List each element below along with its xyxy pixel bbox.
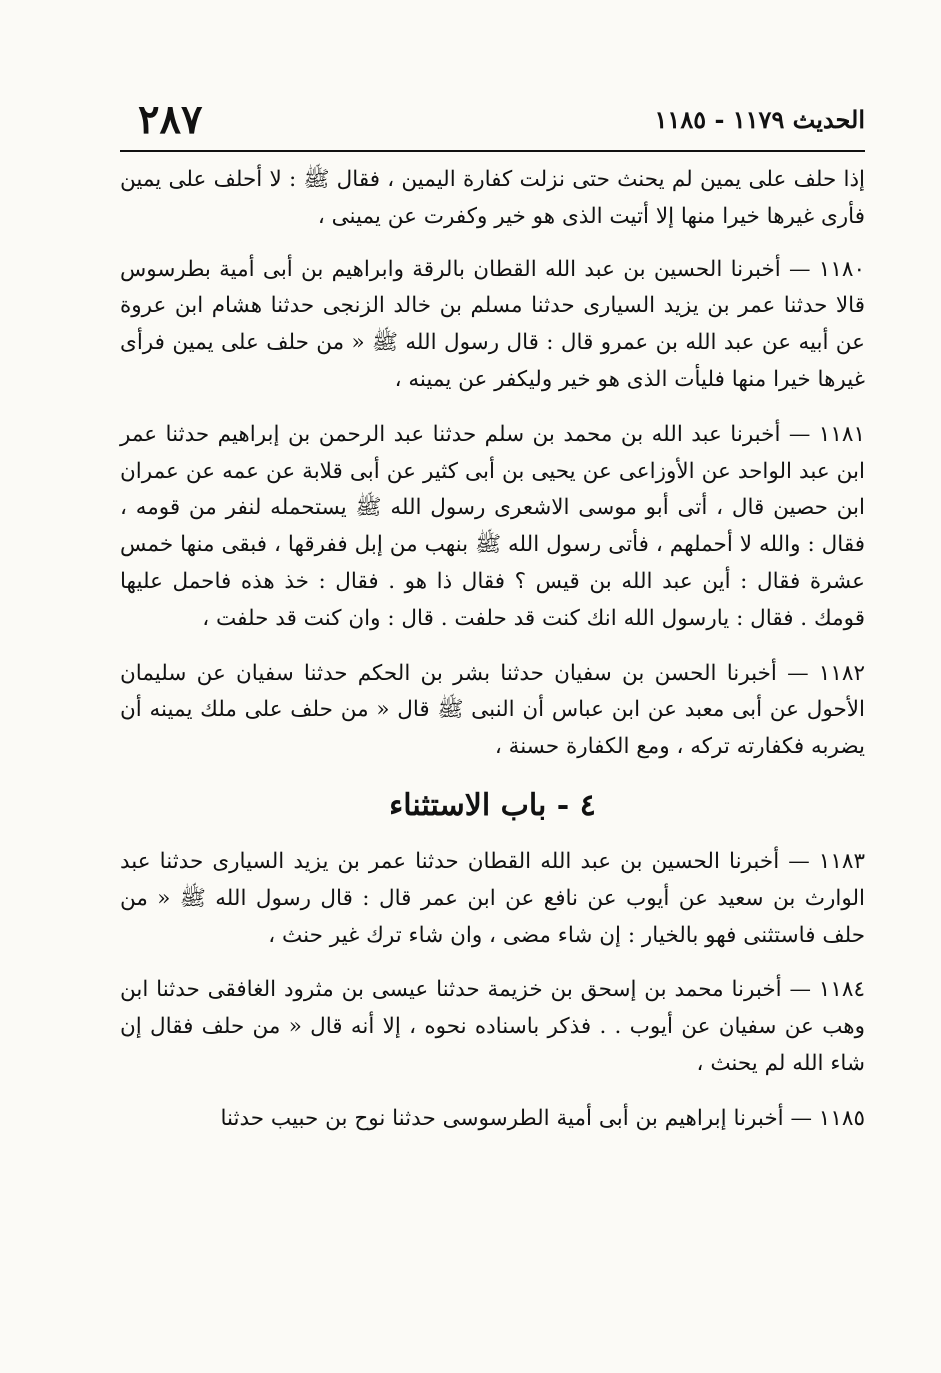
hadith-1183: ١١٨٣ — أخبرنا الحسين بن عبد الله القطان حدثنا عمر بن يزيد السيارى حدثنا عبد الوارث بن سعيد عن أيوب عن نافع عن ابن عمر قال : قال رسول الله ﷺ « من حلف فاستثنى فهو بالخيار : إن شاء مضى ، وان شاء ترك غير حنث ،: [120, 848, 865, 948]
page-number: ٢٨٧: [138, 96, 203, 143]
body-text: [120, 162, 865, 1156]
paragraph-continuation: إذا حلف على يمين لم يحنث حتى نزلت كفارة اليمين ، فقال ﷺ : لا أحلف على يمين فأرى غيرها خيرا منها إلا أتيت الذى هو خير وكفرت عن يمينى ،: [120, 167, 865, 229]
hadith-1184: ١١٨٤ — أخبرنا محمد بن إسحق بن خزيمة حدثنا عيسى بن مثرود الغافقى حدثنا ابن وهب عن سفيان عن أيوب . . فذكر باسناده نحوه ، إلا أنه قال « من حلف فقال إن شاء الله لم يحنث ،: [120, 977, 865, 1076]
hadith-1181: ١١٨١ — أخبرنا عبد الله بن محمد بن سلم حدثنا عبد الرحمن بن إبراهيم حدثنا عمر ابن عبد الواحد عن الأوزاعى عن يحيى بن أبى كثير عن أبى قلابة عن عمه عن عمران ابن حصين قال ، أتى أبو موسى الاشعرى رسول الله ﷺ يستحمله لنفر من قومه ، فقال : والله لا أحملهم ، فأتى رسول الله ﷺ بنهب من إبل ففرقها ، فبقى منها خمس عشرة فقال : أين عبد الله بن قيس ؟ فقال ذا هو . فقال : خذ هذه فاحمل عليها قومك . فقال : يارسول الله انك كنت قد حلفت . قال : وان كنت قد حلفت ،: [120, 421, 865, 631]
header-rule: [120, 150, 865, 152]
hadith-1180: ١١٨٠ — أخبرنا الحسين بن عبد الله القطان بالرقة وابراهيم بن أبى أمية بطرسوس قالا حدثنا عمر بن يزيد السيارى حدثنا مسلم بن خالد الزنجى حدثنا هشام ابن عروة عن أبيه عن عبد الله بن عمرو قال : قال رسول الله ﷺ « من حلف على يمين فرأى غيرها خيرا منها فليأت الذى هو خير وليكفر عن يمينه ،: [120, 256, 865, 392]
page-header: [120, 96, 865, 146]
running-head: الحديث ١١٧٩ - ١١٨٥: [654, 105, 865, 134]
hadith-1185: ١١٨٥ — أخبرنا إبراهيم بن أبى أمية الطرسوسى حدثنا نوح بن حبيب حدثنا: [220, 1105, 865, 1131]
book-page: [120, 96, 865, 1346]
section-heading: ٤ - باب الاستثناء: [389, 787, 596, 823]
hadith-1182: ١١٨٢ — أخبرنا الحسن بن سفيان حدثنا بشر بن الحكم حدثنا سفيان عن سليمان الأحول عن أبى معبد عن ابن عباس أن النبى ﷺ قال « من حلف على ملك يمينه أن يضربه فكفارته تركه ، ومع الكفارة حسنة ،: [120, 660, 865, 760]
